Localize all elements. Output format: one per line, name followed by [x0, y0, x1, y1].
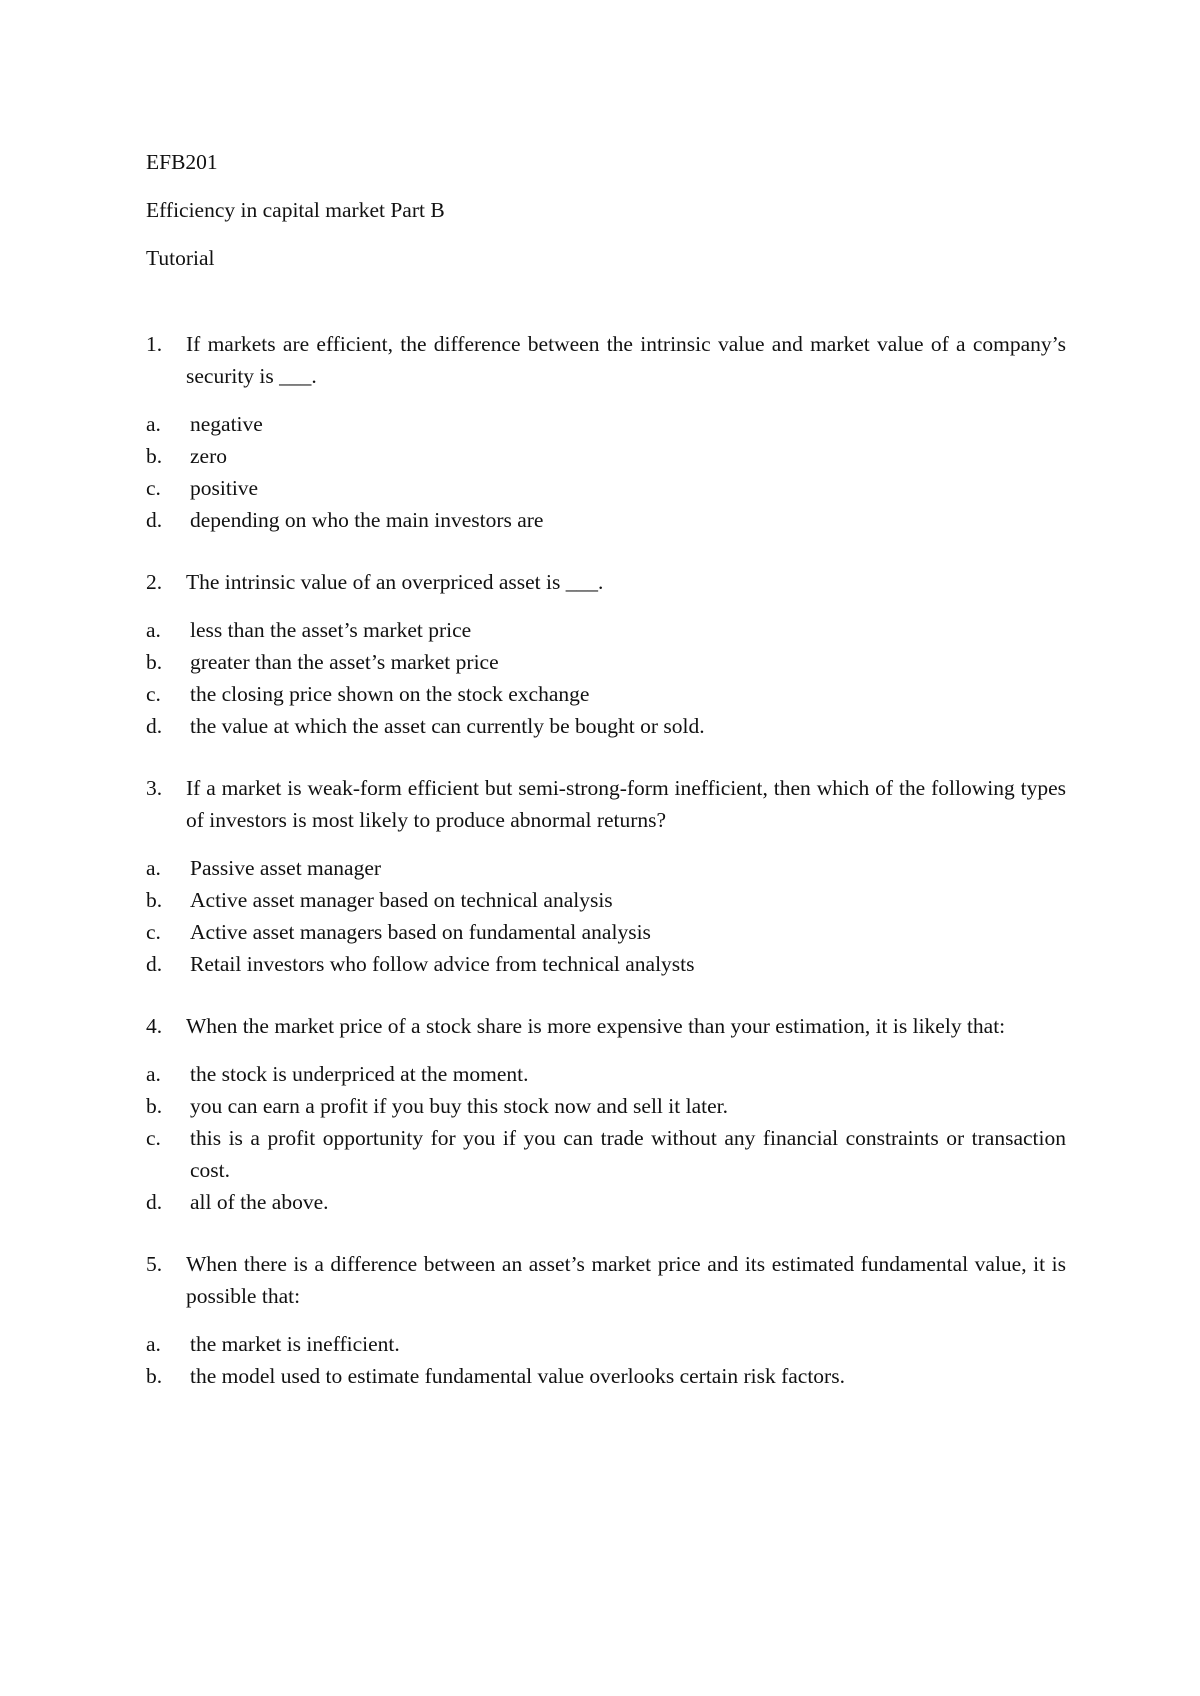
question-number: 4.: [146, 1014, 163, 1038]
option-letter: b.: [146, 1094, 163, 1118]
option-text: Active asset managers based on fundamental analysis: [190, 920, 651, 944]
option-text: zero: [190, 444, 227, 468]
question-text: When there is a difference between an asset’s market price and its estimated fundamental value, it is possible that:: [186, 1252, 1066, 1308]
option-letter: d.: [146, 508, 163, 532]
option-item: [146, 884, 1066, 916]
question-block: [146, 566, 1066, 742]
question-block: [146, 1010, 1066, 1218]
option-text: the value at which the asset can currently be bought or sold.: [190, 714, 705, 738]
option-list: [146, 1328, 1066, 1392]
course-code: EFB201: [146, 150, 218, 174]
option-letter: a.: [146, 856, 161, 880]
question: [146, 328, 1066, 392]
option-item: [146, 614, 1066, 646]
option-item: [146, 916, 1066, 948]
option-text: the market is inefficient.: [190, 1332, 400, 1356]
question-text: The intrinsic value of an overpriced asset is ___.: [186, 570, 604, 594]
option-text: the stock is underpriced at the moment.: [190, 1062, 529, 1086]
option-text: Active asset manager based on technical analysis: [190, 888, 613, 912]
option-letter: b.: [146, 1364, 163, 1388]
option-item: [146, 852, 1066, 884]
option-list: [146, 852, 1066, 980]
option-text: the model used to estimate fundamental value overlooks certain risk factors.: [190, 1364, 845, 1388]
option-item: [146, 408, 1066, 440]
option-letter: a.: [146, 618, 161, 642]
option-text: you can earn a profit if you buy this stock now and sell it later.: [190, 1094, 728, 1118]
question-text: If markets are efficient, the difference between the intrinsic value and market value of a company’s security is ___.: [186, 332, 1066, 388]
option-text: negative: [190, 412, 263, 436]
question: [146, 1010, 1066, 1042]
option-item: [146, 710, 1066, 742]
option-letter: d.: [146, 952, 163, 976]
option-item: [146, 504, 1066, 536]
option-item: [146, 1328, 1066, 1360]
option-letter: b.: [146, 888, 163, 912]
option-letter: b.: [146, 650, 163, 674]
option-item: [146, 678, 1066, 710]
option-text: this is a profit opportunity for you if you can trade without any financial constraints or transaction cost.: [190, 1126, 1066, 1182]
option-letter: c.: [146, 920, 161, 944]
option-letter: a.: [146, 1332, 161, 1356]
option-item: [146, 646, 1066, 678]
question-block: [146, 772, 1066, 980]
option-text: Passive asset manager: [190, 856, 382, 880]
option-text: positive: [190, 476, 259, 500]
question-text: If a market is weak-form efficient but semi-strong-form inefficient, then which of the following types of investors is most likely to produce abnormal returns?: [186, 776, 1066, 832]
option-item: [146, 472, 1066, 504]
document-subtitle: Efficiency in capital market Part B: [146, 198, 445, 222]
question-text: When the market price of a stock share is more expensive than your estimation, it is likely that:: [186, 1014, 1006, 1038]
option-letter: d.: [146, 1190, 163, 1214]
question-number: 2.: [146, 570, 163, 594]
question-block: [146, 1248, 1066, 1392]
option-item: [146, 1058, 1066, 1090]
option-letter: d.: [146, 714, 163, 738]
option-text: greater than the asset’s market price: [190, 650, 499, 674]
option-item: [146, 948, 1066, 980]
question: [146, 1248, 1066, 1312]
option-letter: b.: [146, 444, 163, 468]
option-item: [146, 440, 1066, 472]
option-letter: a.: [146, 412, 161, 436]
option-item: [146, 1186, 1066, 1218]
option-letter: a.: [146, 1062, 161, 1086]
option-item: [146, 1090, 1066, 1122]
question: [146, 566, 1066, 598]
question-block: [146, 328, 1066, 536]
document-type: Tutorial: [146, 246, 215, 270]
question: [146, 772, 1066, 836]
option-item: [146, 1122, 1066, 1186]
document-body: [146, 146, 1066, 1422]
option-text: the closing price shown on the stock exchange: [190, 682, 590, 706]
option-text: Retail investors who follow advice from technical analysts: [190, 952, 695, 976]
option-letter: c.: [146, 682, 161, 706]
spacer: [146, 290, 1066, 328]
option-list: [146, 1058, 1066, 1218]
option-letter: c.: [146, 1126, 161, 1150]
option-item: [146, 1360, 1066, 1392]
question-number: 3.: [146, 776, 163, 800]
option-list: [146, 614, 1066, 742]
option-text: all of the above.: [190, 1190, 329, 1214]
option-text: depending on who the main investors are: [190, 508, 544, 532]
option-letter: c.: [146, 476, 161, 500]
option-text: less than the asset’s market price: [190, 618, 472, 642]
question-number: 1.: [146, 332, 163, 356]
option-list: [146, 408, 1066, 536]
question-number: 5.: [146, 1252, 163, 1276]
